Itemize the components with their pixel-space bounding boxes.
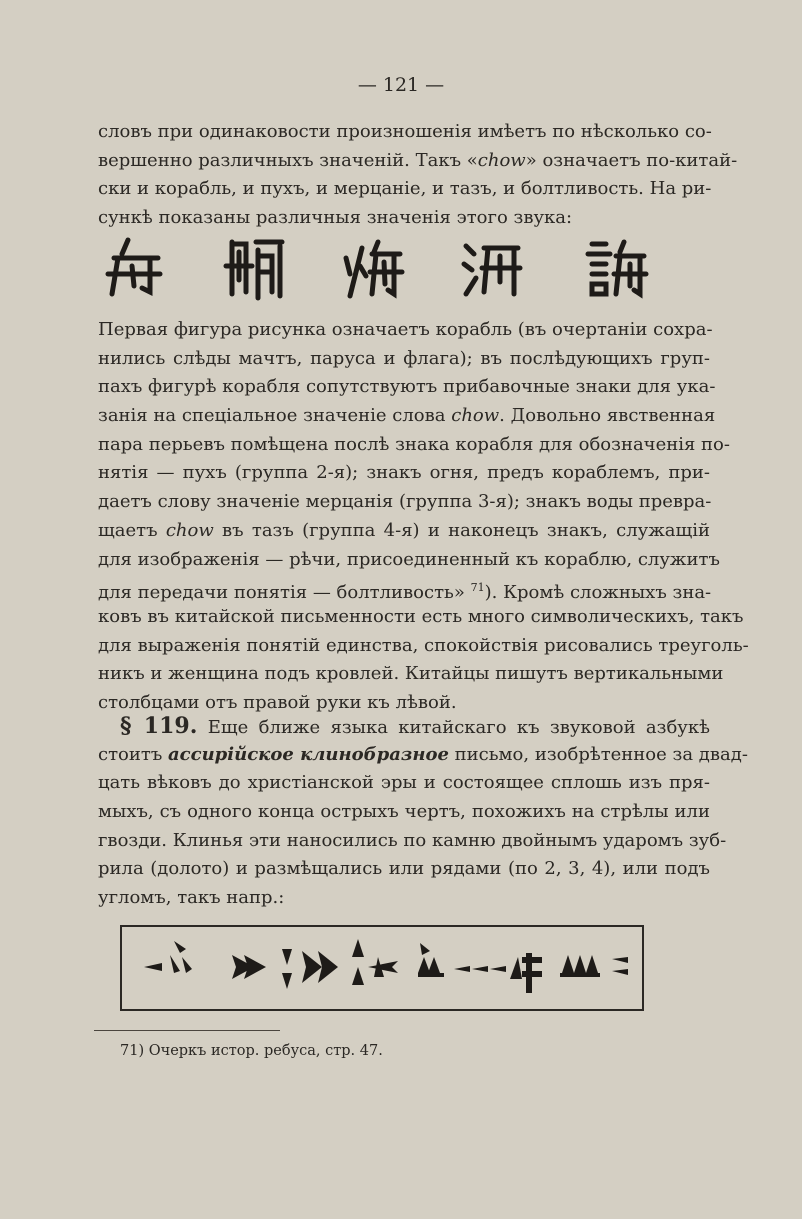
footnote-divider: [94, 1030, 280, 1031]
term-chow: chow: [451, 405, 500, 427]
text-line: стоитъ ассирійское клинобразное письмо, изобрѣтенное за двад-: [98, 743, 748, 765]
paragraph-intro: [98, 118, 738, 233]
section-119: [98, 712, 748, 913]
term-cuneiform: ассирійское клинобразное: [168, 743, 449, 765]
text-line: для изображенія — рѣчи, присоединенный къ кораблю, служитъ: [98, 548, 720, 570]
footnote: 71) Очеркъ истор. ребуса, стр. 47.: [120, 1043, 383, 1059]
text-line: занія на спеціальное значеніе слова chow. Довольно явственная: [98, 405, 716, 427]
text-line: для выраженія понятій единства, спокойствія рисовались треуголь-: [98, 634, 749, 656]
text-line: щаетъ chow въ тазъ (группа 4-я) и наконецъ знакъ, служащій: [98, 519, 711, 541]
text-line: нились слѣды мачтъ, паруса и флага); въ послѣдующихъ груп-: [98, 347, 710, 369]
cuneiform-figure: [120, 925, 644, 1011]
text-line: Первая фигура рисунка означаетъ корабль (въ очертаніи сохра-: [98, 319, 713, 340]
character-basin: [460, 236, 526, 302]
text-line: пахъ фигурѣ корабля сопутствуютъ прибавочные знаки для ука-: [98, 376, 716, 398]
cuneiform-signs: [122, 927, 642, 1009]
text-line: мыхъ, съ одного конца острыхъ чертъ, похожихъ на стрѣлы или: [98, 801, 710, 823]
text-line: цать вѣковъ до христіанской эры и состоящее сплошь изъ пря-: [98, 772, 710, 794]
text-line: рила (долото) и размѣщались или рядами (по 2, 3, 4), или подъ: [98, 858, 710, 880]
text-line: нятія — пухъ (группа 2-я); знакъ огня, предъ кораблемъ, при-: [98, 462, 710, 484]
text-line: пара перьевъ помѣщена послѣ знака корабля для обозначенія по-: [98, 433, 730, 455]
character-flicker: [340, 236, 406, 302]
text-line: ски и корабль, и пухъ, и мерцаніе, и тазъ, и болтливость. На ри-: [98, 178, 712, 200]
character-ship: [104, 236, 164, 302]
character-speech: [584, 236, 650, 302]
page-number: — 121 —: [357, 74, 445, 96]
text-line: ковъ въ китайской письменности есть много символическихъ, такъ: [98, 605, 744, 627]
term-chow: chow: [165, 519, 214, 541]
text-line: словъ при одинаковости произношенія имѣетъ по нѣсколько со-: [98, 121, 712, 142]
text-line: § 119. Еще ближе языка китайскаго къ звуковой азбукѣ: [120, 713, 711, 739]
footnote-reference: 71: [470, 581, 485, 595]
character-feather: [222, 236, 288, 302]
text-line: вершенно различныхъ значеній. Такъ «chow» означаетъ по-китай-: [98, 149, 738, 171]
section-heading: § 119.: [120, 713, 198, 739]
text-line: никъ и женщина подъ кровлей. Китайцы пишутъ вертикальными: [98, 663, 724, 685]
text-line: угломъ, такъ напр.:: [98, 887, 285, 909]
text-line: гвозди. Клинья эти наносились по камню двойнымъ ударомъ зуб-: [98, 829, 727, 851]
chinese-characters-figure: [98, 236, 710, 306]
term-chow: chow: [477, 149, 526, 171]
text-line: даетъ слову значеніе мерцанія (группа 3-я); знакъ воды превра-: [98, 491, 712, 513]
paragraph-explanation: [98, 316, 749, 718]
text-line: сункѣ показаны различныя значенія этого звука:: [98, 207, 573, 229]
text-line: для передачи понятія — болтливость» $^{71}$). Кромѣ сложныхъ зна-: [98, 581, 712, 604]
text-line: столбцами отъ правой руки къ лѣвой.: [98, 691, 457, 713]
